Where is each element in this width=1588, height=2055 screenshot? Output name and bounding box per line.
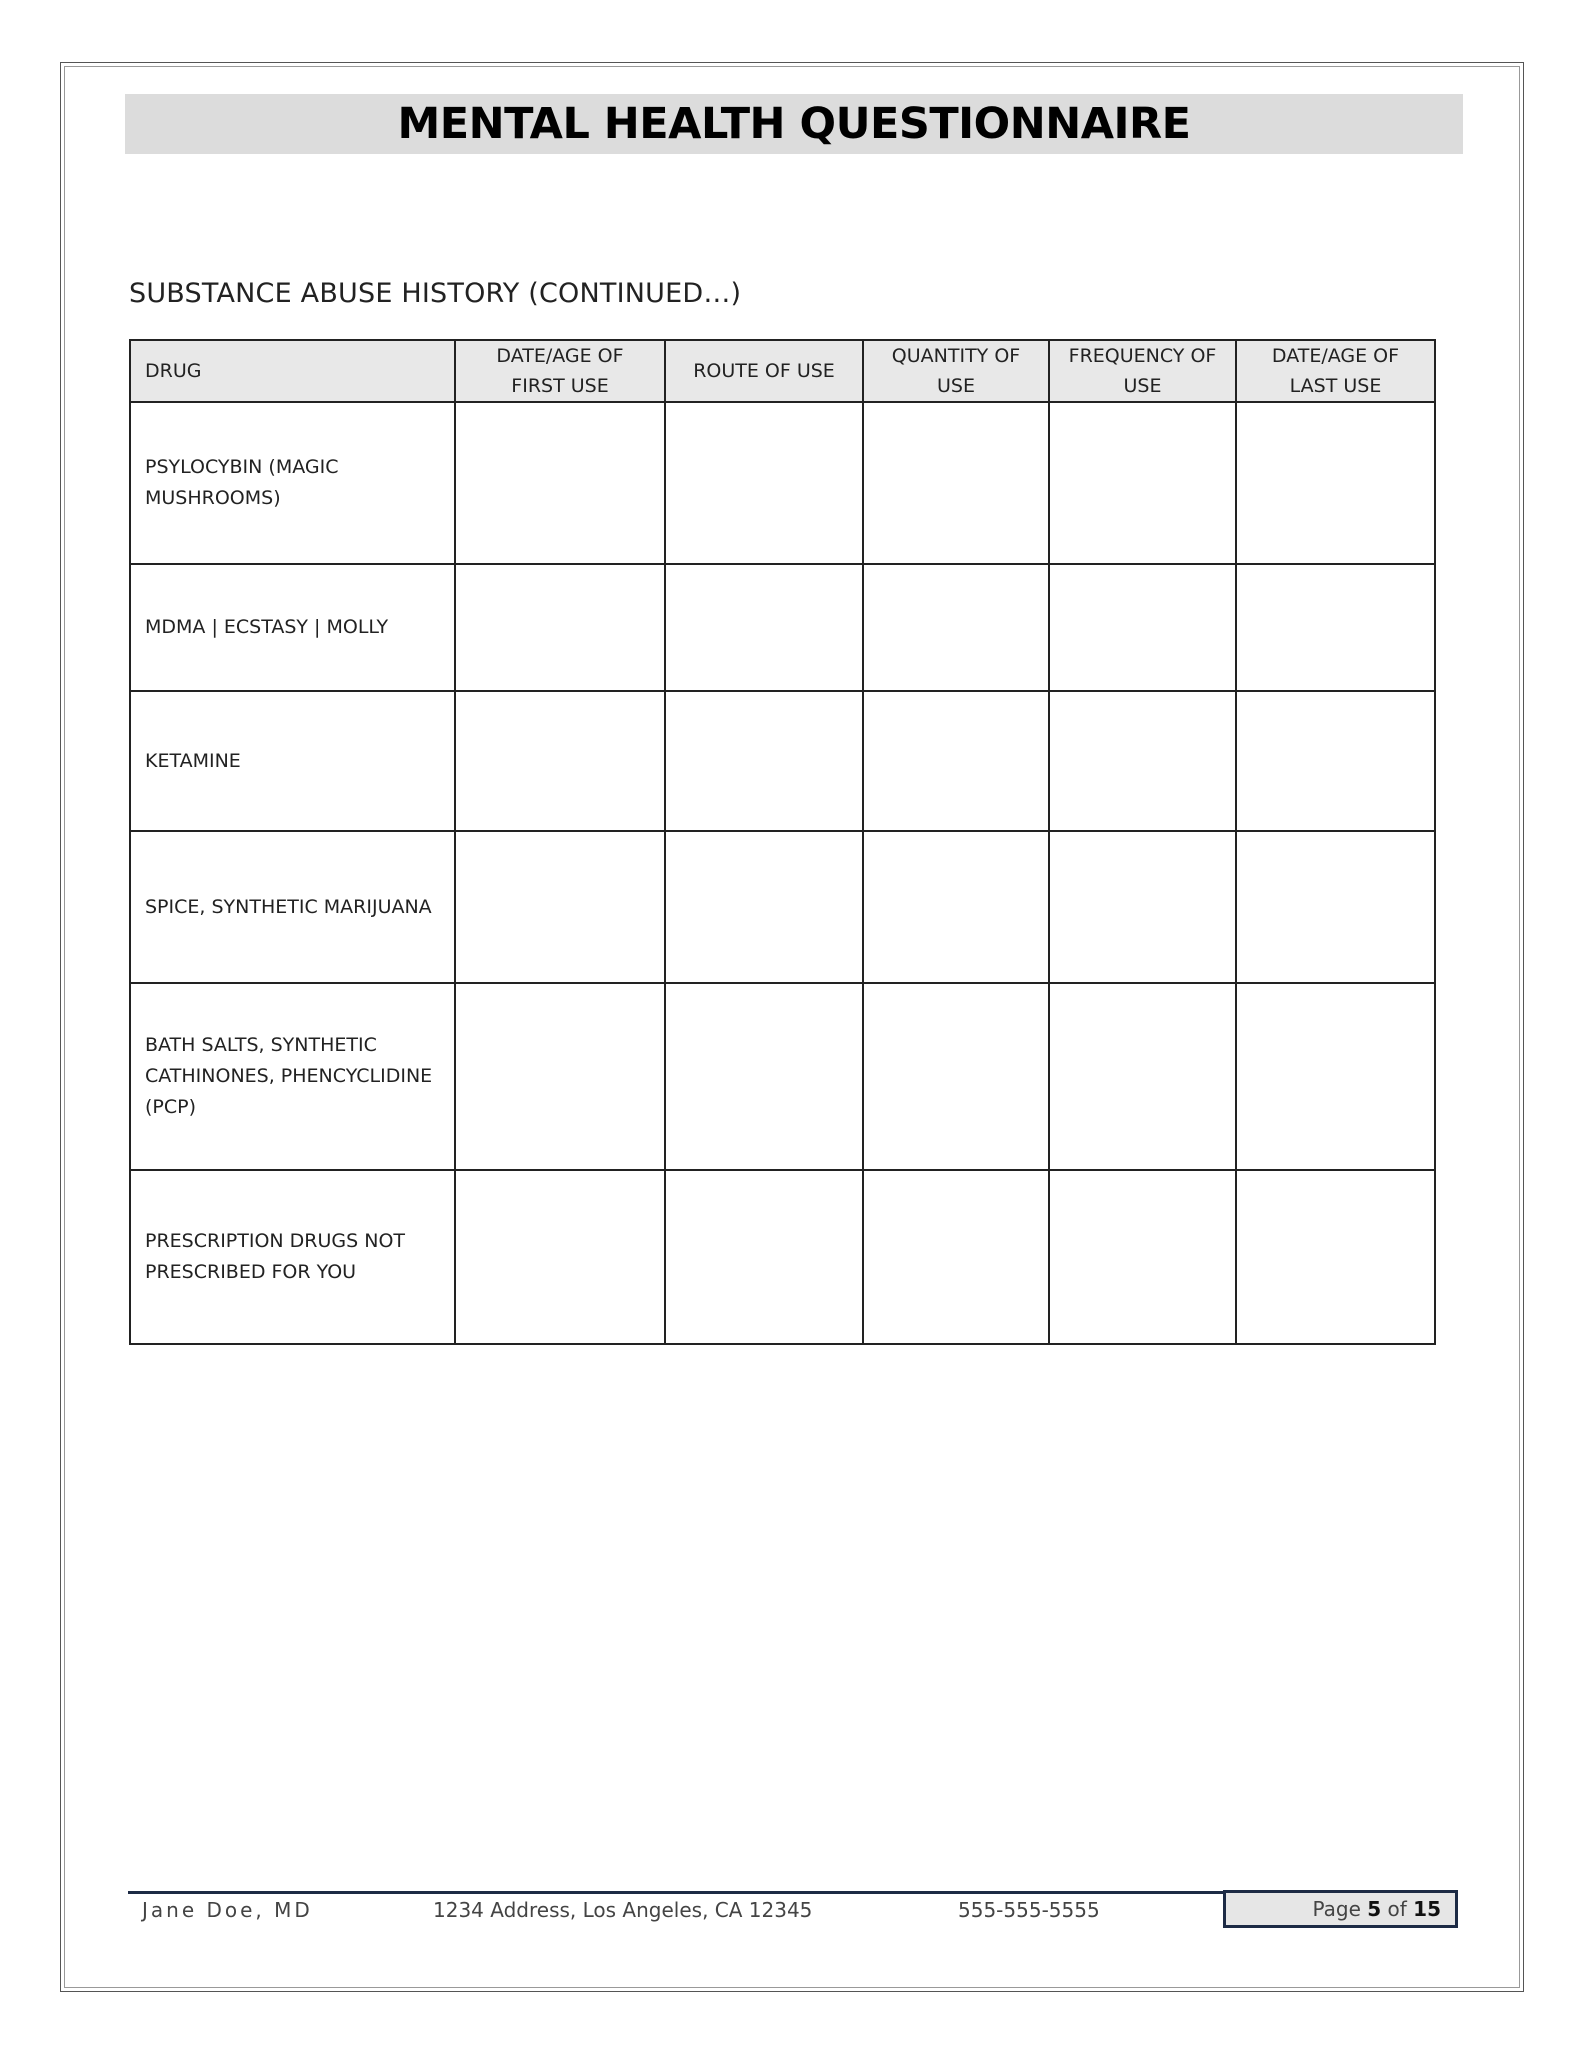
drug-name: PRESCRIPTION DRUGS NOT PRESCRIBED FOR YOU xyxy=(130,1170,455,1344)
first-use-cell[interactable] xyxy=(455,691,665,831)
footer-address: 1234 Address, Los Angeles, CA 12345 xyxy=(433,1898,813,1922)
last-use-cell[interactable] xyxy=(1236,564,1435,691)
page-total: 15 xyxy=(1413,1897,1441,1921)
table-row xyxy=(130,402,1435,564)
drug-name: PSYLOCYBIN (MAGIC MUSHROOMS) xyxy=(130,402,455,564)
first-use-cell[interactable] xyxy=(455,564,665,691)
page-current: 5 xyxy=(1367,1897,1382,1921)
title-banner xyxy=(125,94,1463,154)
route-cell[interactable] xyxy=(665,1170,863,1344)
footer-doctor-name: Jane Doe, MD xyxy=(142,1898,313,1922)
header-first-use: DATE/AGE OF FIRST USE xyxy=(455,340,665,402)
page-label: Page xyxy=(1312,1897,1361,1921)
substance-table xyxy=(129,339,1436,1345)
frequency-cell[interactable] xyxy=(1049,564,1236,691)
header-quantity: QUANTITY OF USE xyxy=(863,340,1049,402)
drug-name: BATH SALTS, SYNTHETIC CATHINONES, PHENCYCLIDINE (PCP) xyxy=(130,983,455,1170)
quantity-cell[interactable] xyxy=(863,831,1049,983)
quantity-cell[interactable] xyxy=(863,691,1049,831)
table-row xyxy=(130,983,1435,1170)
first-use-cell[interactable] xyxy=(455,831,665,983)
frequency-cell[interactable] xyxy=(1049,1170,1236,1344)
header-drug: DRUG xyxy=(130,340,455,402)
route-cell[interactable] xyxy=(665,831,863,983)
last-use-cell[interactable] xyxy=(1236,831,1435,983)
page-number-box xyxy=(1223,1890,1458,1928)
header-last-use: DATE/AGE OF LAST USE xyxy=(1236,340,1435,402)
first-use-cell[interactable] xyxy=(455,983,665,1170)
route-cell[interactable] xyxy=(665,983,863,1170)
document-title: MENTAL HEALTH QUESTIONNAIRE xyxy=(397,99,1191,149)
last-use-cell[interactable] xyxy=(1236,1170,1435,1344)
table-row xyxy=(130,564,1435,691)
quantity-cell[interactable] xyxy=(863,1170,1049,1344)
header-route: ROUTE OF USE xyxy=(665,340,863,402)
first-use-cell[interactable] xyxy=(455,402,665,564)
table-header-row xyxy=(130,340,1435,402)
route-cell[interactable] xyxy=(665,402,863,564)
header-frequency: FREQUENCY OF USE xyxy=(1049,340,1236,402)
frequency-cell[interactable] xyxy=(1049,983,1236,1170)
footer-phone: 555-555-5555 xyxy=(958,1898,1100,1922)
route-cell[interactable] xyxy=(665,564,863,691)
last-use-cell[interactable] xyxy=(1236,691,1435,831)
route-cell[interactable] xyxy=(665,691,863,831)
page-of: of xyxy=(1387,1897,1407,1921)
frequency-cell[interactable] xyxy=(1049,831,1236,983)
footer-divider xyxy=(128,1891,1223,1894)
frequency-cell[interactable] xyxy=(1049,402,1236,564)
frequency-cell[interactable] xyxy=(1049,691,1236,831)
table-row xyxy=(130,831,1435,983)
first-use-cell[interactable] xyxy=(455,1170,665,1344)
last-use-cell[interactable] xyxy=(1236,983,1435,1170)
drug-name: MDMA | ECSTASY | MOLLY xyxy=(130,564,455,691)
quantity-cell[interactable] xyxy=(863,564,1049,691)
quantity-cell[interactable] xyxy=(863,402,1049,564)
table-row xyxy=(130,1170,1435,1344)
table-row xyxy=(130,691,1435,831)
quantity-cell[interactable] xyxy=(863,983,1049,1170)
last-use-cell[interactable] xyxy=(1236,402,1435,564)
section-title: SUBSTANCE ABUSE HISTORY (CONTINUED…) xyxy=(129,278,742,309)
drug-name: SPICE, SYNTHETIC MARIJUANA xyxy=(130,831,455,983)
drug-name: KETAMINE xyxy=(130,691,455,831)
